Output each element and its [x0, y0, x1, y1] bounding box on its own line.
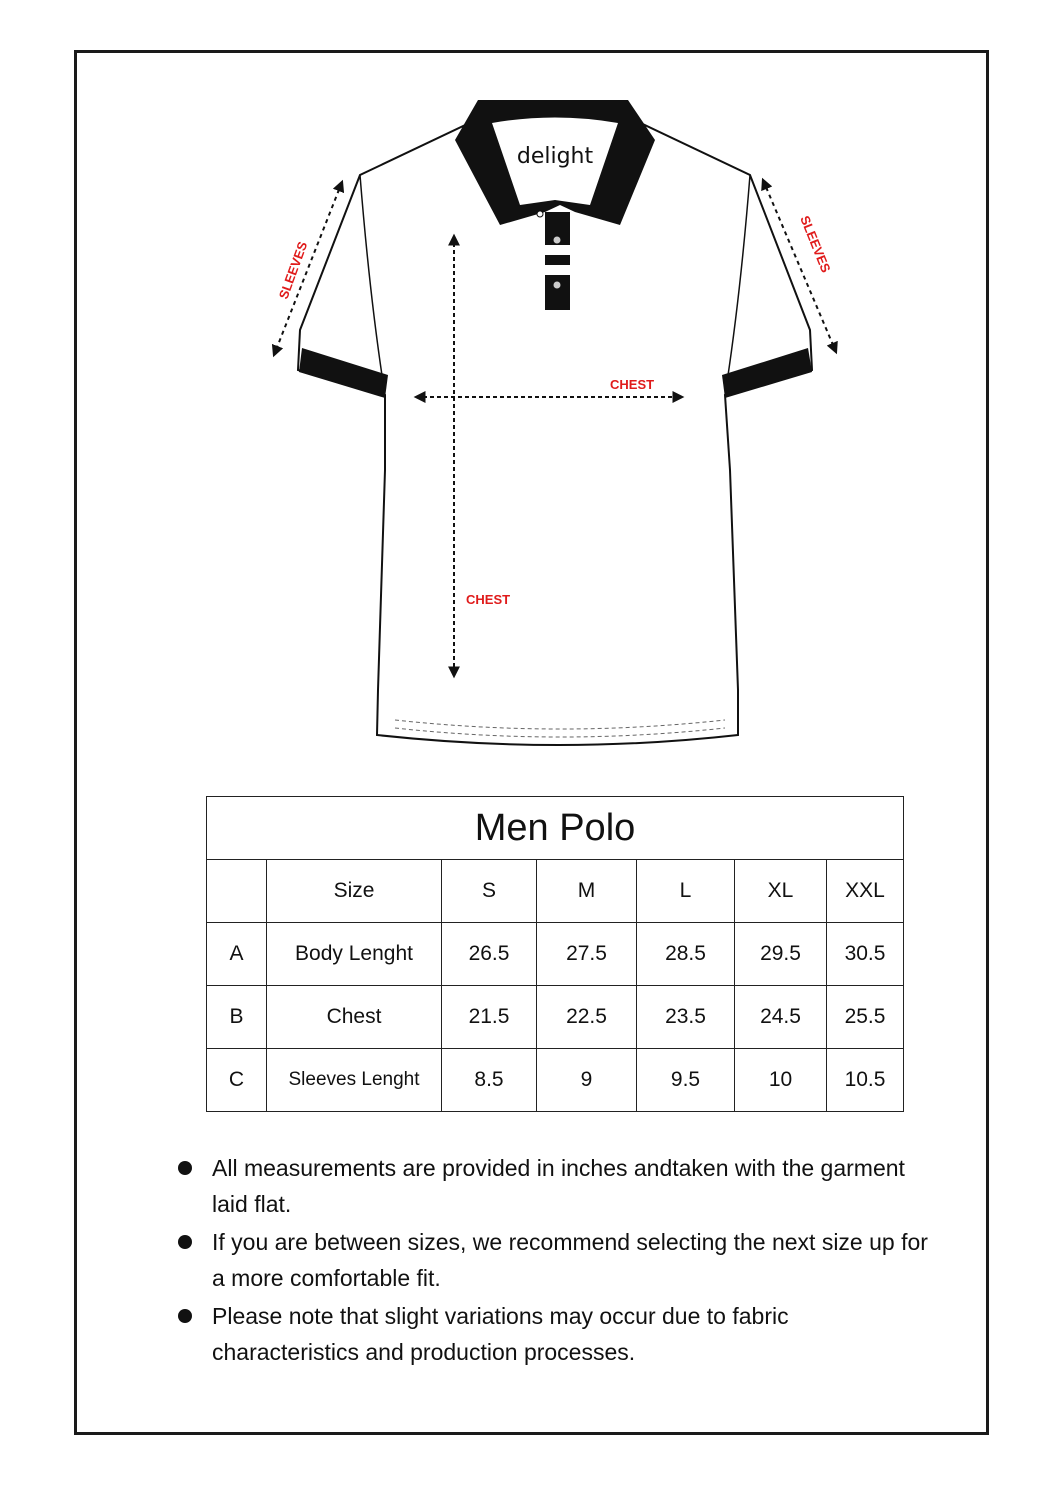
table-header-row	[207, 860, 904, 923]
table-row	[207, 1049, 904, 1112]
button-icon	[553, 281, 561, 289]
bullet-icon	[178, 1161, 192, 1175]
row-name: Body Lenght	[267, 923, 442, 986]
header-cell: XL	[735, 860, 827, 923]
bullet-icon	[178, 1309, 192, 1323]
table-title: Men Polo	[207, 797, 904, 860]
row-name: Sleeves Lenght	[267, 1049, 442, 1112]
row-code: B	[207, 986, 267, 1049]
chest-horizontal-label: CHEST	[610, 377, 655, 392]
note-item	[178, 1298, 938, 1370]
header-cell: Size	[267, 860, 442, 923]
button-icon	[553, 236, 561, 244]
table-cell: 25.5	[827, 986, 904, 1049]
note-text: Please note that slight variations may occur due to fabric characteristics and production processes.	[212, 1303, 789, 1365]
table-cell: 9	[537, 1049, 637, 1112]
table-cell: 27.5	[537, 923, 637, 986]
button-icon	[537, 211, 543, 217]
placket	[545, 212, 570, 310]
table-cell: 28.5	[637, 923, 735, 986]
table-row	[207, 986, 904, 1049]
size-chart-table	[206, 796, 904, 1112]
header-cell: L	[637, 860, 735, 923]
note-text: All measurements are provided in inches andtaken with the garment laid flat.	[212, 1155, 905, 1217]
sleeves-right-label: SLEEVES	[797, 213, 834, 275]
brand-logo: delight	[516, 144, 594, 169]
header-cell: M	[537, 860, 637, 923]
table-cell: 10	[735, 1049, 827, 1112]
notes-list	[178, 1150, 938, 1372]
table-cell: 22.5	[537, 986, 637, 1049]
note-item	[178, 1150, 938, 1222]
header-cell: XXL	[827, 860, 904, 923]
bullet-icon	[178, 1235, 192, 1249]
table-cell: 29.5	[735, 923, 827, 986]
table-row	[207, 923, 904, 986]
table-cell: 21.5	[442, 986, 537, 1049]
row-code: C	[207, 1049, 267, 1112]
row-name: Chest	[267, 986, 442, 1049]
sleeves-left-label: SLEEVES	[275, 239, 311, 302]
table-cell: 26.5	[442, 923, 537, 986]
table-cell: 10.5	[827, 1049, 904, 1112]
table-cell: 24.5	[735, 986, 827, 1049]
note-text: If you are between sizes, we recommend selecting the next size up for a more comfortable fit.	[212, 1229, 928, 1291]
header-cell	[207, 860, 267, 923]
header-cell: S	[442, 860, 537, 923]
note-item	[178, 1224, 938, 1296]
chest-vertical-label: CHEST	[466, 592, 511, 607]
table-cell: 30.5	[827, 923, 904, 986]
row-code: A	[207, 923, 267, 986]
table-cell: 8.5	[442, 1049, 537, 1112]
table-cell: 9.5	[637, 1049, 735, 1112]
table-cell: 23.5	[637, 986, 735, 1049]
